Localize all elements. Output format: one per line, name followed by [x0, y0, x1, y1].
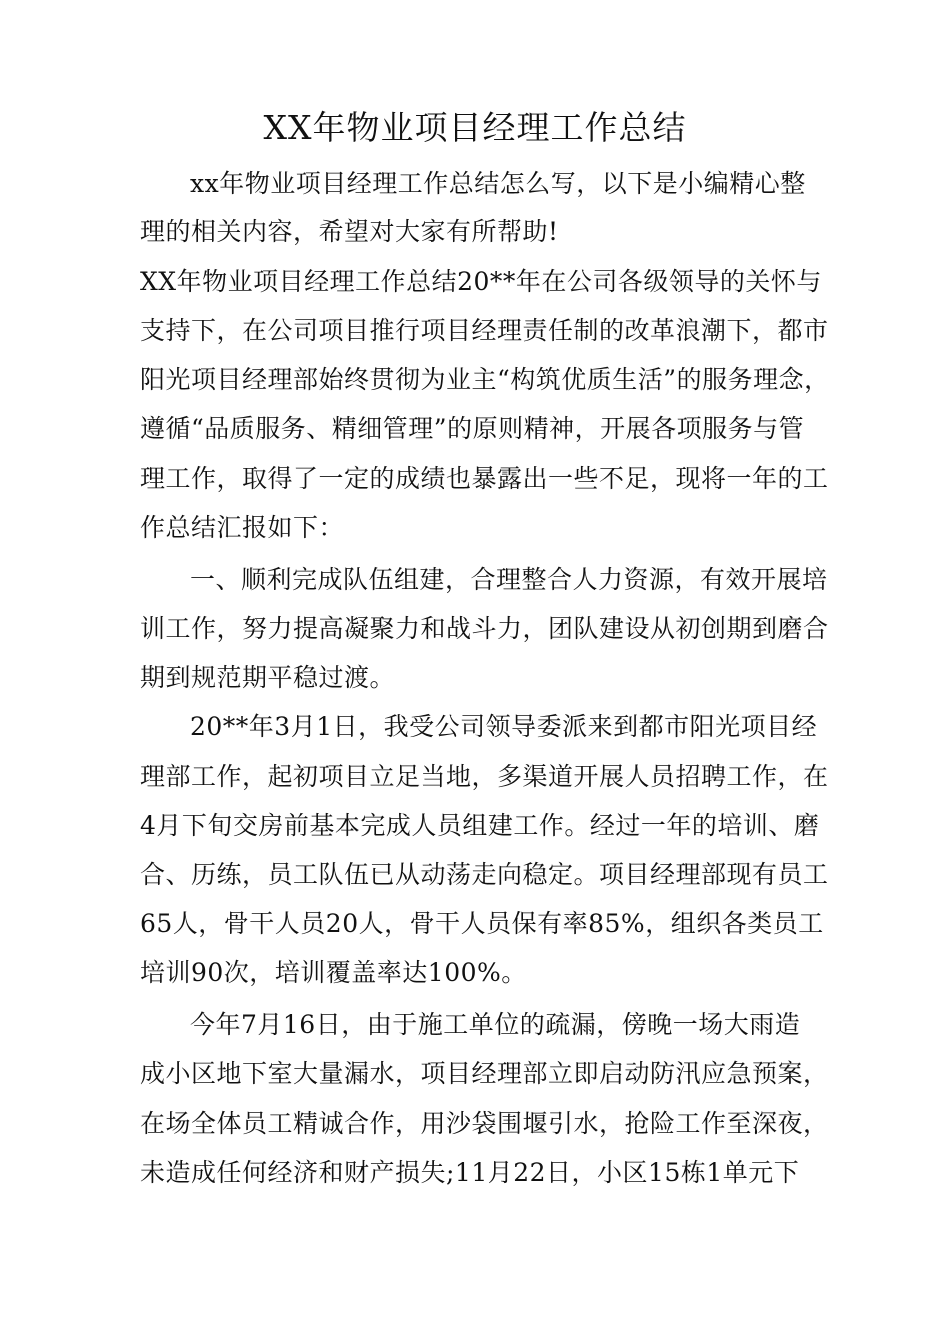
- text-line: 理部工作，起初项目立足当地，多渠道开展人员招聘工作，在: [140, 762, 829, 791]
- text-line: 65人，骨干人员20人，骨干人员保有率85%，组织各类员工: [140, 909, 824, 938]
- text-line: 作总结汇报如下：: [140, 513, 345, 542]
- text-line: 支持下，在公司项目推行项目经理责任制的改革浪潮下，都市: [140, 316, 829, 345]
- document-title: XX年物业项目经理工作总结: [263, 108, 687, 147]
- text-line: 在场全体员工精诚合作，用沙袋围堰引水，抢险工作至深夜，: [140, 1109, 829, 1138]
- text-line: 期到规范期平稳过渡。: [140, 663, 396, 692]
- text-line: 未造成任何经济和财产损失;11月22日，小区15栋1单元下: [140, 1158, 800, 1187]
- text-line: 一、顺利完成队伍组建，合理整合人力资源，有效开展培: [190, 565, 828, 594]
- text-line: 20**年3月1日，我受公司领导委派来到都市阳光项目经: [190, 712, 818, 741]
- text-line: 理的相关内容，希望对大家有所帮助!: [140, 217, 559, 246]
- text-line: 今年7月16日，由于施工单位的疏漏，傍晚一场大雨造: [190, 1010, 801, 1039]
- text-line: 阳光项目经理部始终贯彻为业主“构筑优质生活”的服务理念，: [140, 365, 830, 394]
- text-line: 理工作，取得了一定的成绩也暴露出一些不足，现将一年的工: [140, 464, 829, 493]
- text-line: 合、历练，员工队伍已从动荡走向稳定。项目经理部现有员工: [140, 860, 829, 889]
- text-line: 训工作，努力提高凝聚力和战斗力，团队建设从初创期到磨合: [140, 614, 829, 643]
- text-line: 遵循“品质服务、精细管理”的原则精神，开展各项服务与管: [140, 414, 805, 443]
- text-line: 成小区地下室大量漏水，项目经理部立即启动防汛应急预案，: [140, 1059, 829, 1088]
- text-line: XX年物业项目经理工作总结20**年在公司各级领导的关怀与: [140, 267, 822, 296]
- text-line: xx年物业项目经理工作总结怎么写，以下是小编精心整: [190, 169, 806, 198]
- text-line: 4月下旬交房前基本完成人员组建工作。经过一年的培训、磨: [140, 811, 820, 840]
- text-line: 培训90次，培训覆盖率达100%。: [140, 958, 527, 987]
